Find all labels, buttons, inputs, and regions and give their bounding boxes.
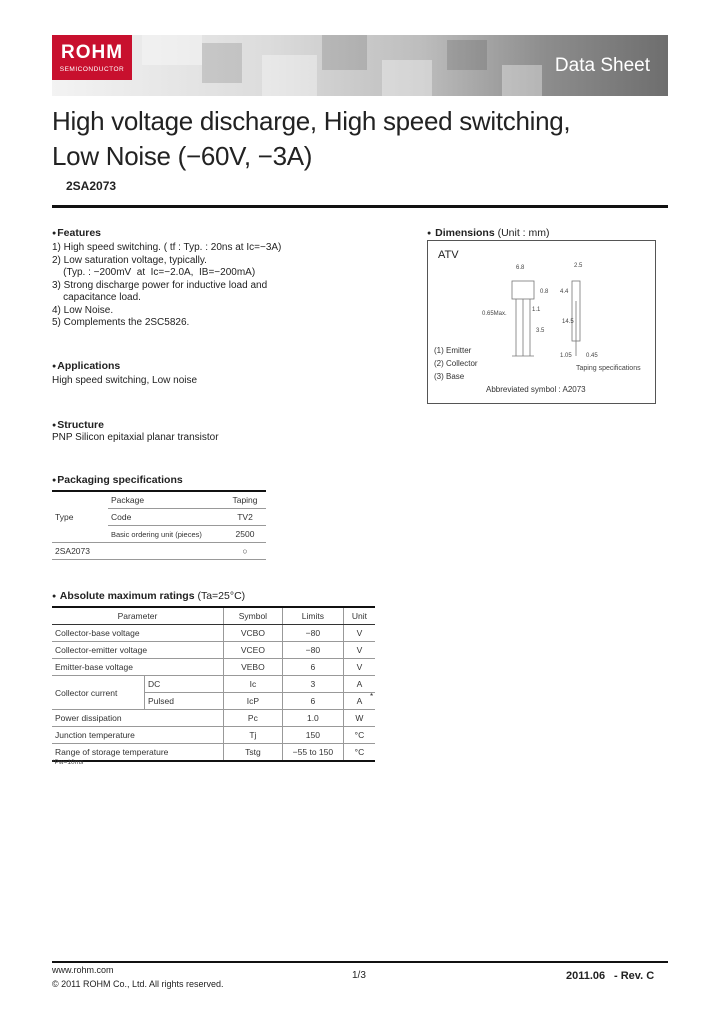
abbrev-symbol: Abbreviated symbol : A2073 [486,385,586,394]
dimensions-heading [427,227,550,239]
part-number: 2SA2073 [66,179,117,193]
title-line-2: Low Noise (−60V, −3A) [52,141,313,171]
packaging-heading: ● Packaging specifications [52,474,183,486]
doc-type: Data Sheet [554,55,650,76]
feature-line: (Typ. : −200mV at Ic=−2.0A, IB=−200mA) [52,267,256,278]
table-row: Power dissipation Pc 1.0 W [52,710,375,727]
dim-label: 14.5 [562,319,574,325]
footer-rule [52,961,668,963]
pack-cell: Code [108,509,224,526]
col-limits: Limits [282,607,343,625]
ratings-footnote: *Pw=10ms [52,759,84,766]
table-row: Junction temperature Tj 150 °C [52,727,375,744]
structure-text: PNP Silicon epitaxial planar transistor [52,432,219,443]
col-parameter: Parameter [52,607,223,625]
feature-line: 1) High speed switching. ( tf : Typ. : 20ns at Ic=−3A) [52,242,282,253]
ratings-heading [52,590,245,602]
pin-label: (3) Base [434,372,465,381]
col-symbol: Symbol [223,607,282,625]
footer-rev: - Rev. C [614,970,655,982]
dim-label: 2.5 [574,263,583,269]
col-unit: Unit [343,607,375,625]
table-row: Range of storage temperature Tstg −55 to 150 °C [52,744,375,762]
table-row: Collector-emitter voltage VCEO −80 V [52,642,375,659]
ratings-title: Absolute maximum ratings [59,590,195,602]
pulsed-note-mark: * [370,692,374,701]
applications-heading: ● Applications [52,360,120,372]
dim-label: 1.1 [532,307,541,313]
footer-date: 2011.06 [566,970,606,982]
footer-copyright: © 2011 ROHM Co., Ltd. All rights reserved. [52,979,224,989]
pack-cell: Package [108,492,224,509]
dimensions-unit: (Unit : mm) [497,227,550,239]
table-row: Emitter-base voltage VEBO 6 V [52,659,375,676]
taping-spec: Taping specifications [576,365,641,372]
feature-line: 2) Low saturation voltage, typically. [52,254,207,266]
feature-line: capacitance load. [52,292,141,303]
table-row: Collector-base voltage VCBO −80 V [52,625,375,642]
rohm-logo [52,35,132,80]
pack-cell: Basic ordering unit (pieces) [108,526,224,543]
dim-label: 0.8 [540,289,549,295]
footer-url[interactable]: www.rohm.com [52,965,114,975]
pack-cell: TV2 [224,509,266,526]
features-list [52,242,281,330]
feature-line: 5) Complements the 2SC5826. [52,317,190,328]
structure-heading: ● Structure [52,419,104,431]
dim-label: 3.5 [536,328,545,334]
pack-part: 2SA2073 [52,543,108,560]
dim-label: 1.05 [560,353,572,359]
pack-cell: 2500 [224,526,266,543]
feature-line: 4) Low Noise. [52,304,114,316]
ratings-condition: (Ta=25°C) [197,590,246,602]
title-line-1: High voltage discharge, High speed switching, [52,106,571,136]
pin-label: (2) Collector [434,359,478,368]
pack-cell: Taping [224,492,266,509]
table-row: Pulsed IcP 6 A [52,693,375,710]
dim-label: 4.4 [560,289,569,295]
ratings-table [52,606,375,762]
features-heading: ● Features [52,227,101,239]
dim-label: 0.45 [586,353,598,359]
title-rule [52,205,668,208]
dimensions-box [427,240,656,404]
dim-label: 0.65Max. [482,311,507,317]
package-name: ATV [438,249,459,261]
pin-label: (1) Emitter [434,346,472,355]
brand-sub: SEMICONDUCTOR [59,66,125,73]
pack-type-label: Type [52,492,108,543]
page-number: 1/3 [352,970,366,981]
dimensions-title: Dimensions [435,227,495,239]
feature-line: 3) Strong discharge power for inductive load and [52,279,268,291]
brand-name: ROHM [60,42,124,63]
packaging-table [52,492,266,560]
dim-label: 6.8 [516,265,525,271]
applications-text: High speed switching, Low noise [52,375,198,386]
pack-mark: ○ [224,543,266,560]
table-row: Collector current DC Ic 3 A [52,676,375,693]
